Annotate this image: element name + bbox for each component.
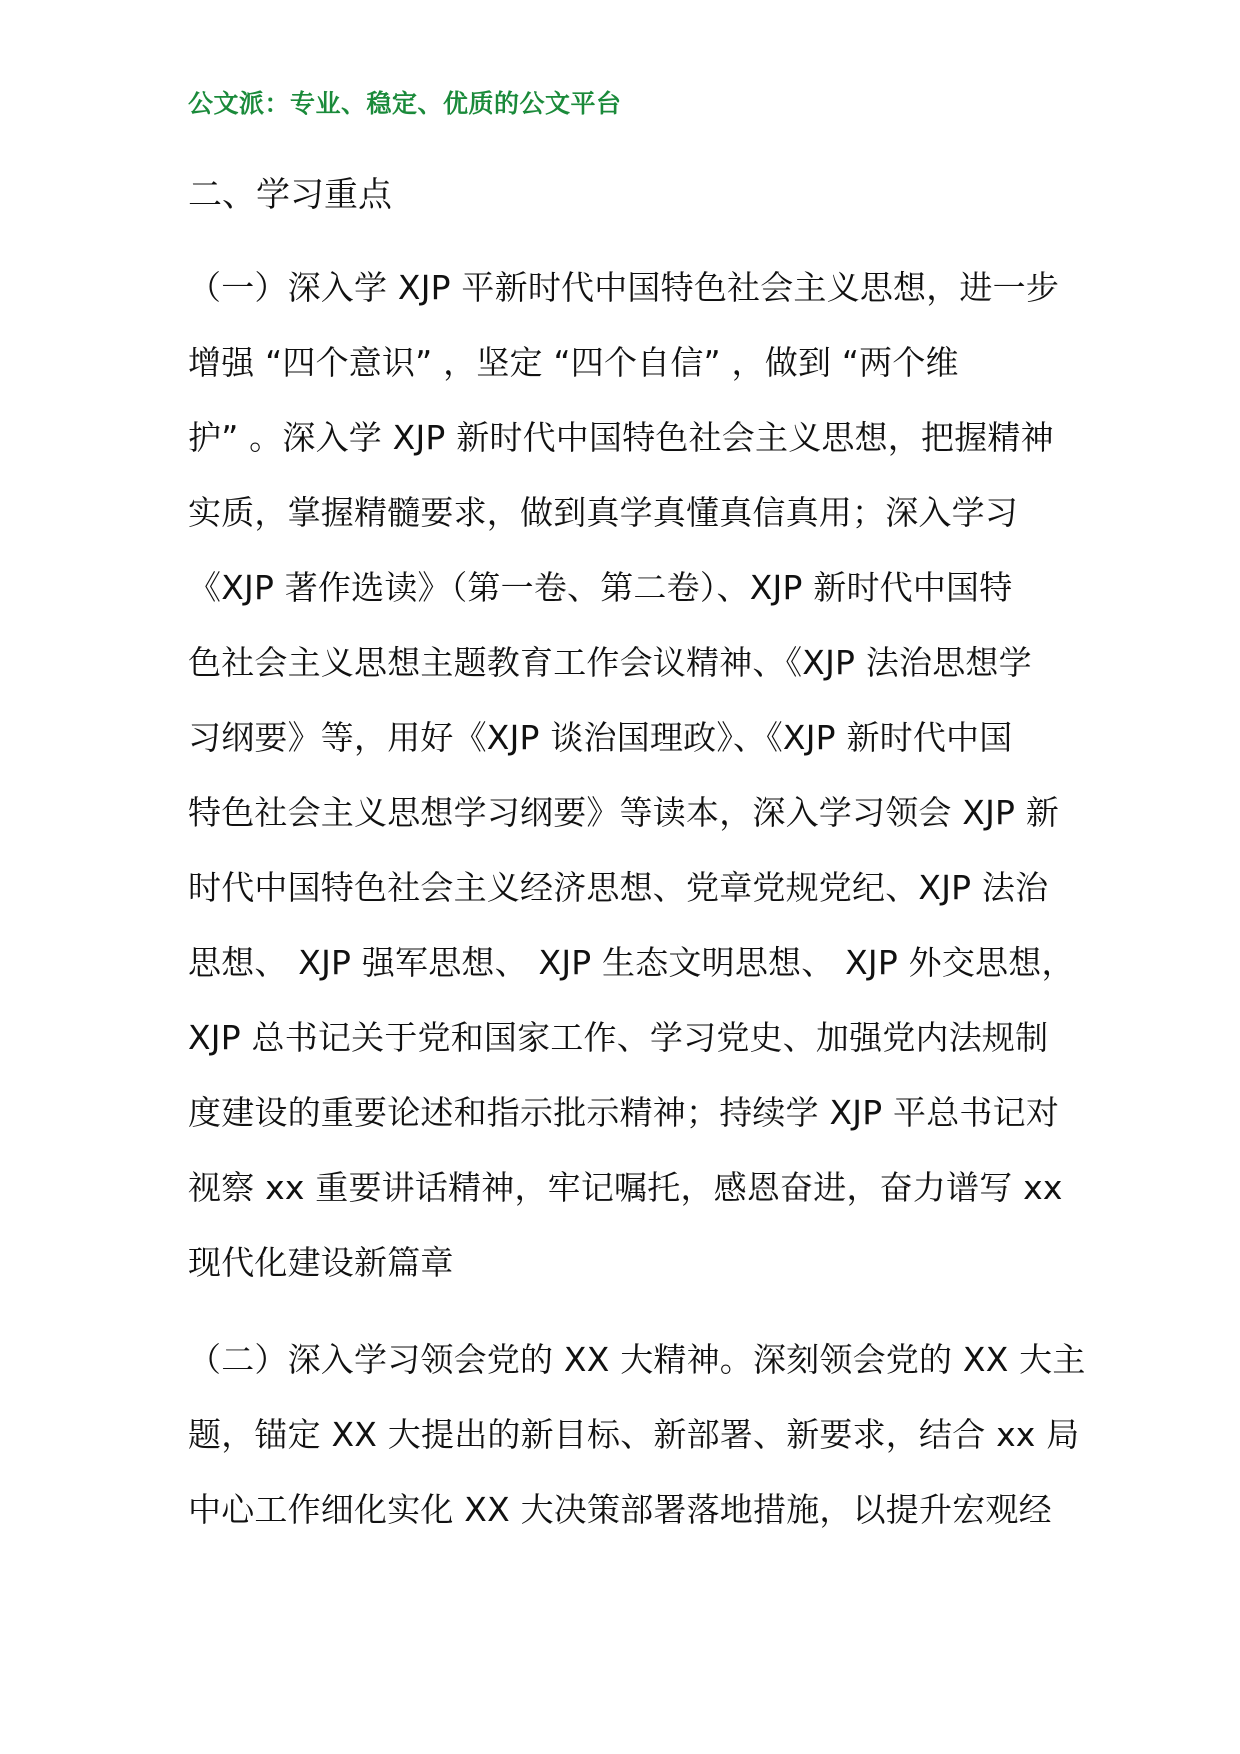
paragraph-line: 现代化建设新篇章 [188,1243,454,1282]
paragraph-line: （一）深入学 XJP 平新时代中国特色社会主义思想，进一步 [188,268,1060,307]
paragraph-line: 实质，掌握精髓要求，做到真学真懂真信真用；深入学习 [188,493,1018,532]
paragraph-line: 增强 “四个意识” ，坚定 “四个自信” ，做到 “两个维 [188,343,959,382]
paragraph-line: 题，锚定 XX 大提出的新目标、新部署、新要求，结合 xx 局 [188,1415,1080,1454]
paragraph-1 [188,250,1088,1300]
paragraph-2 [188,1322,1088,1547]
paragraph-line: 度建设的重要论述和指示批示精神；持续学 XJP 平总书记对 [188,1093,1060,1132]
paragraph-line: XJP 总书记关于党和国家工作、学习党史、加强党内法规制 [188,1018,1049,1057]
paragraph-line: 时代中国特色社会主义经济思想、党章党规党纪、XJP 法治 [188,868,1049,907]
paragraph-line: 视察 xx 重要讲话精神，牢记嘱托，感恩奋进，奋力谱写 xx [188,1168,1063,1207]
paragraph-line: 《XJP 著作选读》（第一卷、第二卷）、XJP 新时代中国特 [188,568,1013,607]
paragraph-line: 护” 。深入学 XJP 新时代中国特色社会主义思想，把握精神 [188,418,1054,457]
paragraph-line: 思想、 XJP 强军思想、 XJP 生态文明思想、 XJP 外交思想， [188,943,1075,982]
paragraph-line: 习纲要》等，用好《XJP 谈治国理政》、《XJP 新时代中国 [188,718,1013,757]
header-banner: 公文派：专业、稳定、优质的公文平台 [188,89,622,118]
paragraph-line: 特色社会主义思想学习纲要》等读本，深入学习领会 XJP 新 [188,793,1060,832]
paragraph-line: （二）深入学习领会党的 XX 大精神。深刻领会党的 XX 大主 [188,1340,1086,1379]
section-heading: 二、学习重点 [188,175,392,215]
paragraph-line: 色社会主义思想主题教育工作会议精神、《XJP 法治思想学 [188,643,1032,682]
paragraph-line: 中心工作细化实化 XX 大决策部署落地措施，以提升宏观经 [188,1490,1052,1529]
